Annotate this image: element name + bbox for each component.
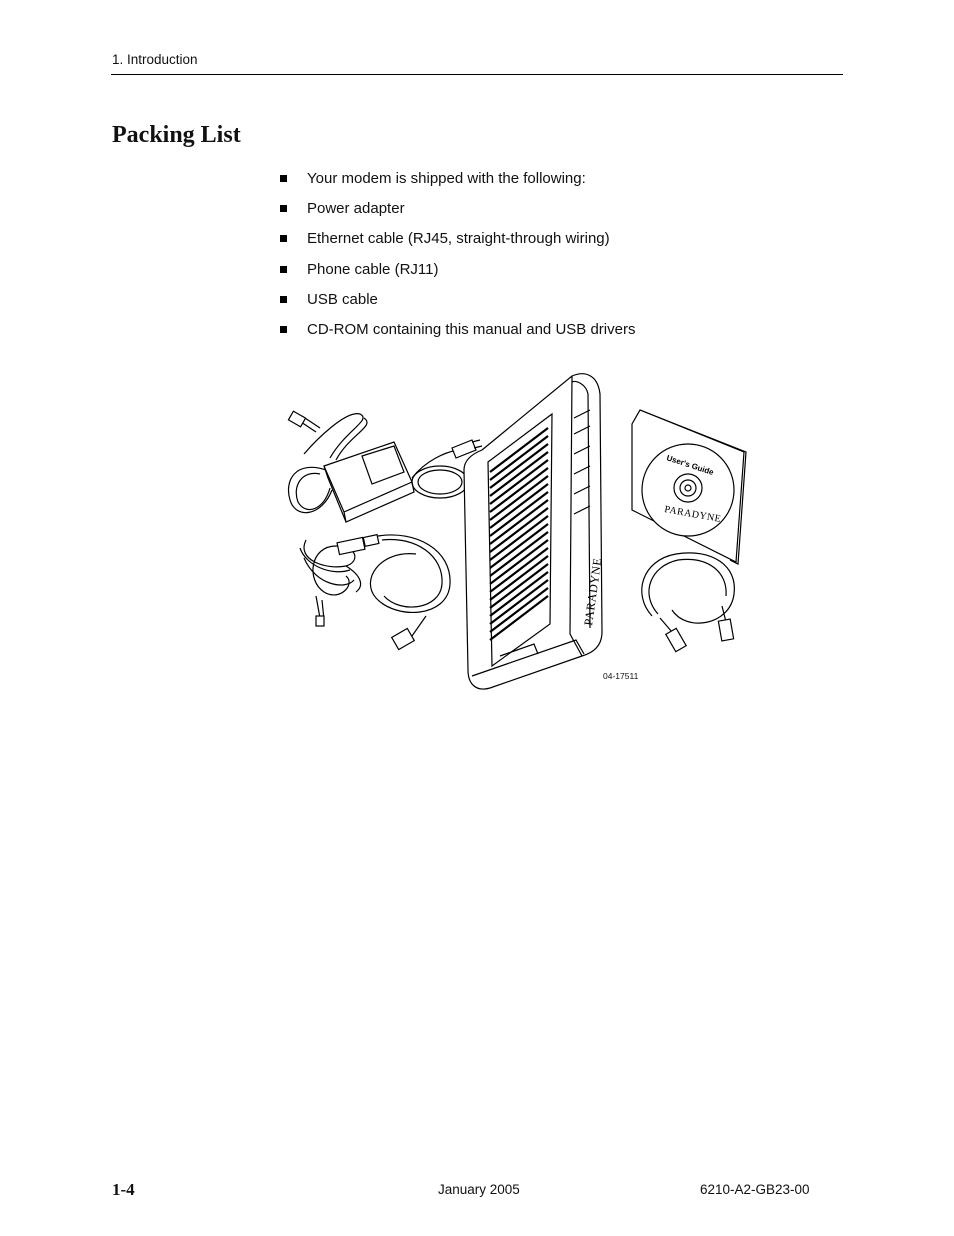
bullet-square-icon (280, 175, 287, 182)
list-item: Ethernet cable (RJ45, straight-through wiring) (279, 228, 635, 258)
packing-list-illustration (276, 370, 750, 696)
phone-cable-icon (300, 540, 361, 626)
power-adapter-icon (288, 411, 482, 522)
ethernet-cable-icon (642, 553, 735, 652)
list-item: Your modem is shipped with the following: (279, 168, 635, 198)
list-item: Phone cable (RJ11) (279, 259, 635, 289)
modem-icon (464, 374, 605, 689)
cd-label: User's Guide (665, 453, 715, 478)
list-item: CD-ROM containing this manual and USB drivers (279, 319, 635, 349)
publication-date: January 2005 (438, 1182, 520, 1197)
usb-cable-icon (337, 535, 450, 650)
bullet-square-icon (280, 235, 287, 242)
list-item: Power adapter (279, 198, 635, 228)
modem-brand-logo: PARADYNE (581, 556, 605, 627)
bullet-square-icon (280, 326, 287, 333)
bullet-square-icon (280, 296, 287, 303)
page-number: 1-4 (112, 1180, 135, 1199)
bullet-square-icon (280, 266, 287, 273)
document-number: 6210-A2-GB23-00 (700, 1182, 810, 1197)
packing-list (279, 168, 635, 349)
cd-brand-logo: PARADYNE (663, 504, 723, 525)
running-header: 1. Introduction (112, 52, 198, 67)
figure-number: 04-17511 (603, 671, 639, 681)
list-item: USB cable (279, 289, 635, 319)
cd-rom-icon (632, 410, 746, 564)
bullet-square-icon (280, 205, 287, 212)
page-title: Packing List (112, 122, 241, 148)
header-rule (111, 74, 843, 75)
